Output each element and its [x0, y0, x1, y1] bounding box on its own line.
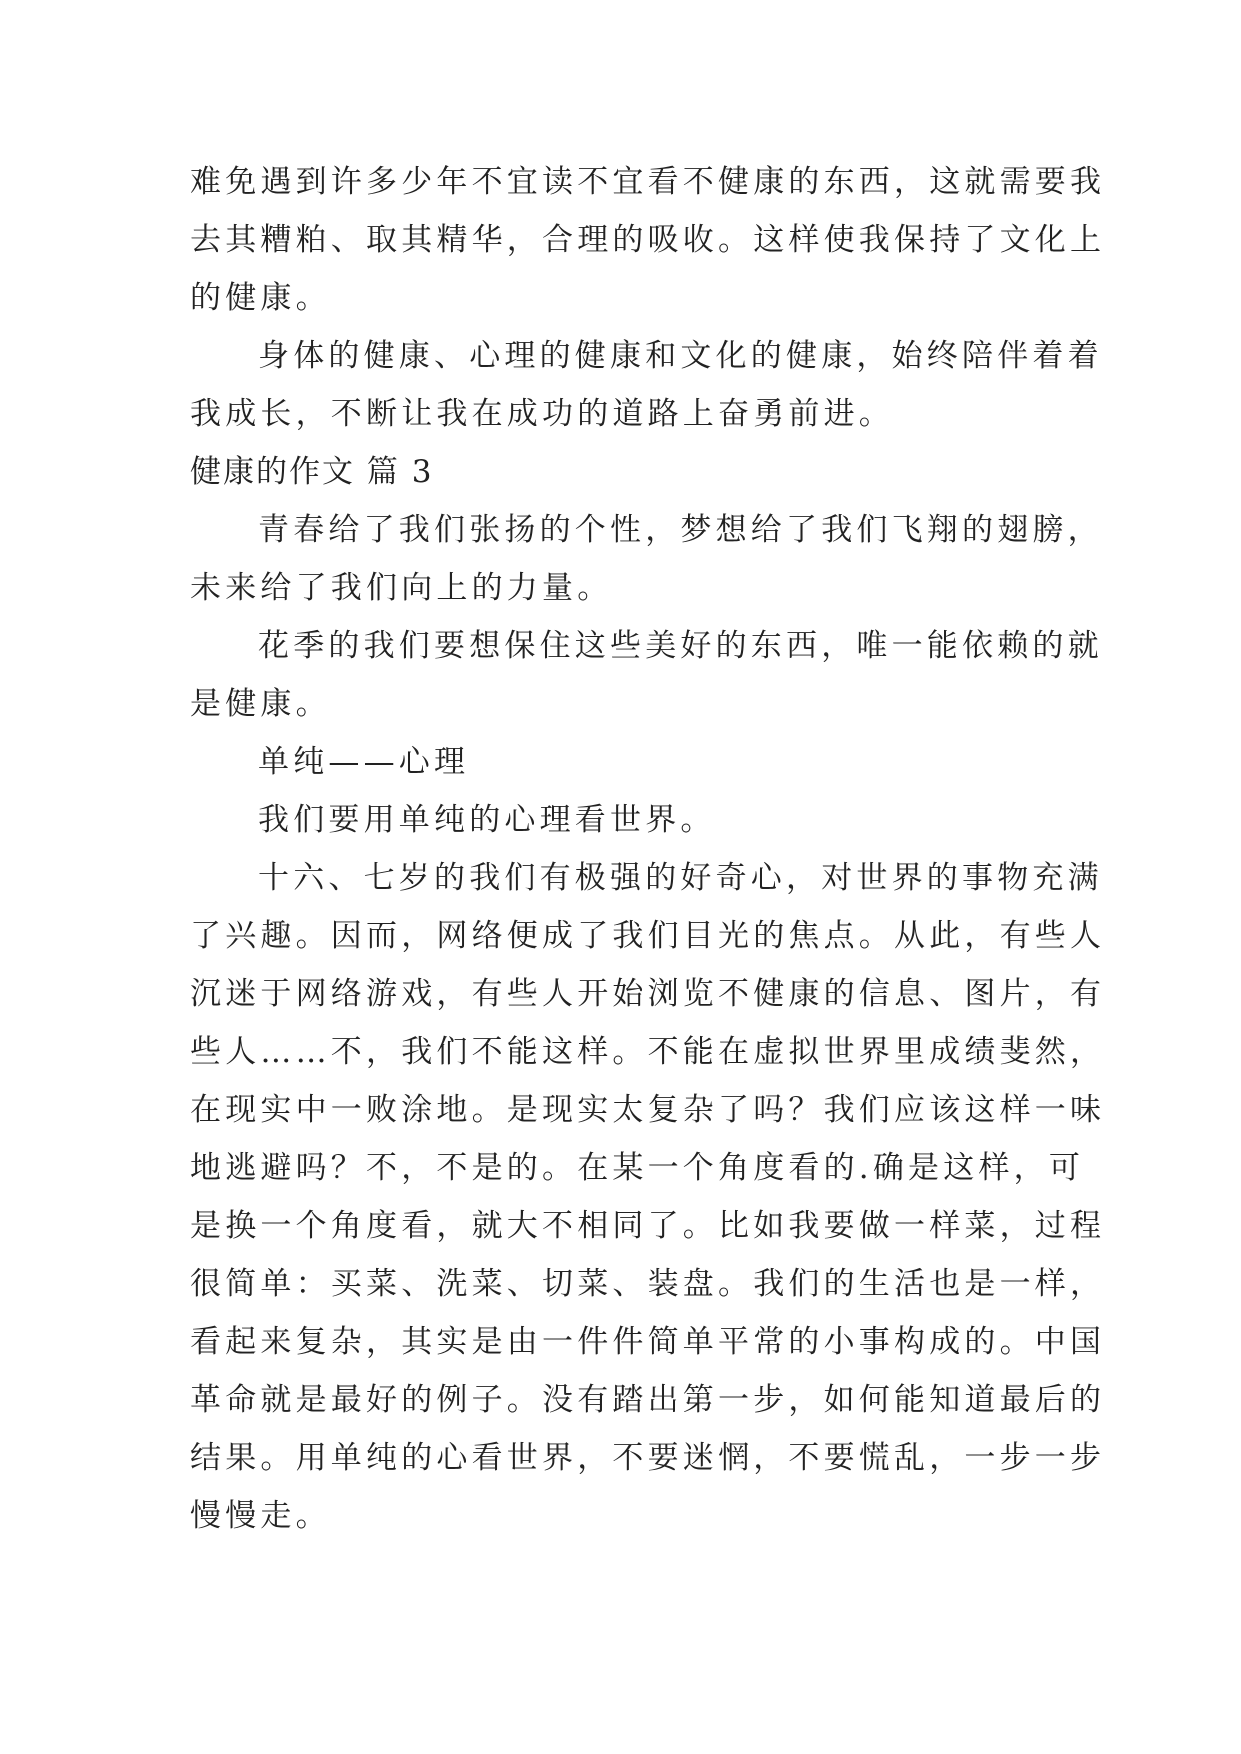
subheading: 单纯——心理 [258, 744, 470, 780]
section-heading: 健康的作文 篇 3 [190, 454, 434, 490]
text-line: 在现实中一败涂地。是现实太复杂了吗？我们应该这样一味 [190, 1092, 1106, 1128]
paragraph-first-line: 十六、七岁的我们有极强的好奇心，对世界的事物充满 [258, 860, 1103, 896]
text-line: 地逃避吗？不，不是的。在某一个角度看的.确是这样，可 [190, 1150, 1085, 1186]
text-line: 是健康。 [190, 686, 331, 722]
text-line: 去其糟粕、取其精华，合理的吸收。这样使我保持了文化上 [190, 222, 1106, 258]
text-line: 了兴趣。因而，网络便成了我们目光的焦点。从此，有些人 [190, 918, 1106, 954]
text-line: 难免遇到许多少年不宜读不宜看不健康的东西，这就需要我 [190, 164, 1106, 200]
text-line: 我成长，不断让我在成功的道路上奋勇前进。 [190, 396, 894, 432]
text-line: 沉迷于网络游戏，有些人开始浏览不健康的信息、图片，有 [190, 976, 1106, 1012]
text-line: 的健康。 [190, 280, 331, 316]
paragraph-first-line: 花季的我们要想保住这些美好的东西，唯一能依赖的就 [258, 628, 1103, 664]
text-line: 很简单：买菜、洗菜、切菜、装盘。我们的生活也是一样， [190, 1266, 1106, 1302]
text-line: 结果。用单纯的心看世界，不要迷惘，不要慌乱，一步一步 [190, 1440, 1106, 1476]
paragraph-first-line: 身体的健康、心理的健康和文化的健康，始终陪伴着着 [258, 338, 1103, 374]
paragraph-first-line: 青春给了我们张扬的个性，梦想给了我们飞翔的翅膀， [258, 512, 1103, 548]
paragraph-first-line: 我们要用单纯的心理看世界。 [258, 802, 716, 838]
text-line: 革命就是最好的例子。没有踏出第一步，如何能知道最后的 [190, 1382, 1106, 1418]
text-line: 些人……不，我们不能这样。不能在虚拟世界里成绩斐然， [190, 1034, 1106, 1070]
text-line: 未来给了我们向上的力量。 [190, 570, 613, 606]
text-line: 慢慢走。 [190, 1498, 331, 1534]
text-line: 是换一个角度看，就大不相同了。比如我要做一样菜，过程 [190, 1208, 1106, 1244]
text-line: 看起来复杂，其实是由一件件简单平常的小事构成的。中国 [190, 1324, 1106, 1360]
